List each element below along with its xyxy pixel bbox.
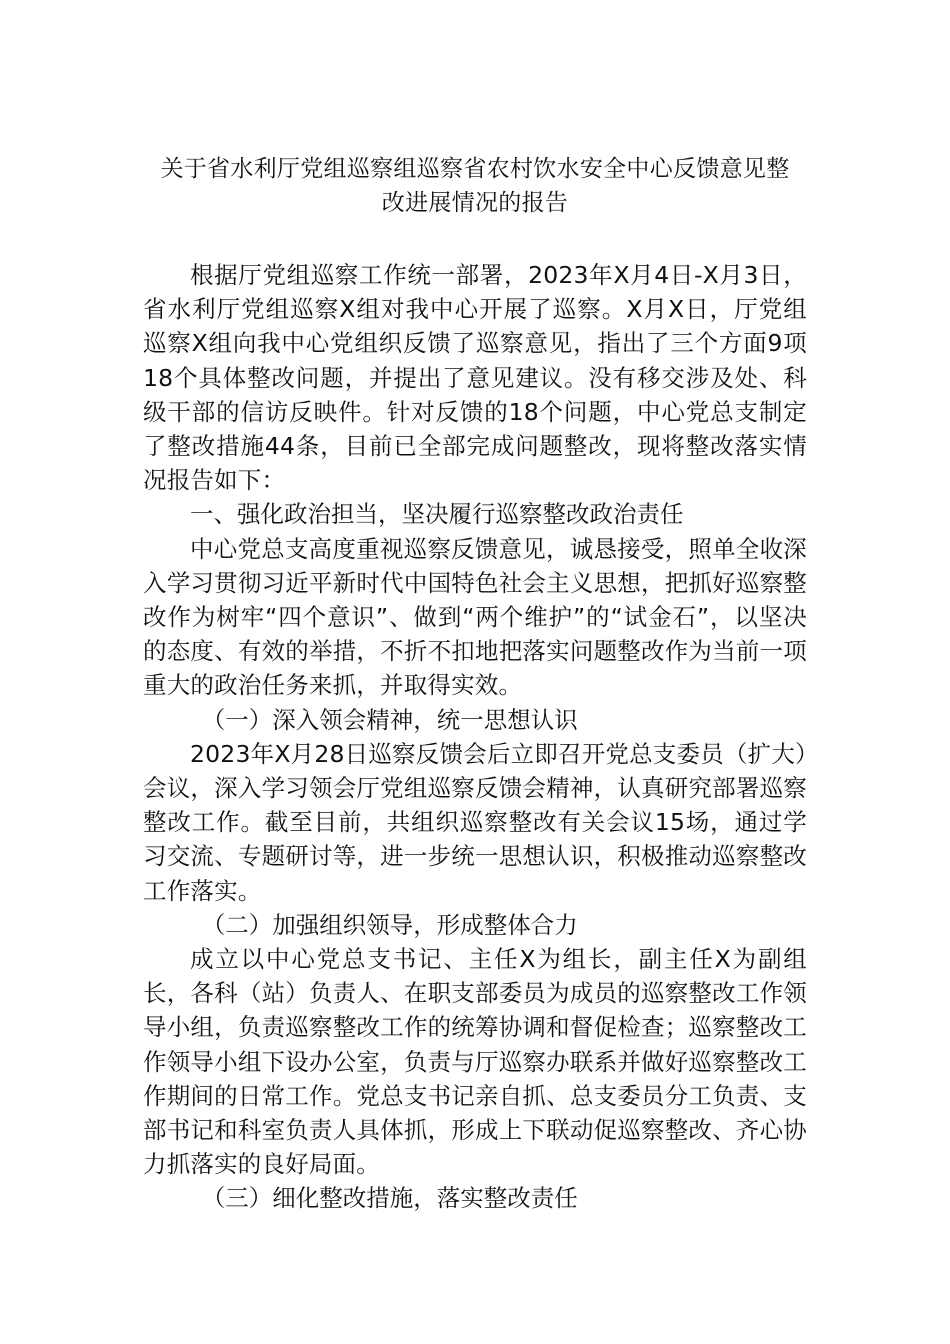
subsection-1-paragraph: 2023年X月28日巡察反馈会后立即召开党总支委员（扩大）会议，深入学习领会厅党组巡察反馈会精神，认真研究部署巡察整改工作。截至目前，共组织巡察整改有关会议15场，通过学习交流、专题研讨等，进一步统一思想认识，积极推动巡察整改工作落实。: [143, 739, 807, 905]
subsection-1-heading: （一）深入领会精神，统一思想认识: [201, 705, 578, 734]
subsection-2-heading: （二）加强组织领导，形成整体合力: [201, 910, 578, 939]
subsection-2-paragraph: 成立以中心党总支书记、主任X为组长，副主任X为副组长，各科（站）负责人、在职支部委员为成员的巡察整改工作领导小组，负责巡察整改工作的统筹协调和督促检查；巡察整改工作领导小组下设办公室，负责与厅巡察办联系并做好巡察整改工作期间的日常工作。党总支书记亲自抓、总支委员分工负责、支部书记和科室负责人具体抓，形成上下联动促巡察整改、齐心协力抓落实的良好局面。: [143, 945, 807, 1179]
subsection-3-heading: （三）细化整改措施，落实整改责任: [201, 1184, 578, 1213]
section-1-paragraph: 中心党总支高度重视巡察反馈意见，诚恳接受，照单全收深入学习贯彻习近平新时代中国特色社会主义思想，把抓好巡察整改作为树牢“四个意识”、做到“两个维护”的“试金石”，以坚决的态度、有效的举措，不折不扣地把落实问题整改作为当前一项重大的政治任务来抓，并取得实效。: [143, 534, 807, 700]
document-title: [140, 152, 810, 220]
title-line-2: 改进展情况的报告: [381, 190, 569, 216]
intro-paragraph: 根据厅党组巡察工作统一部署，2023年X月4日-X月3日，省水利厅党组巡察X组对我中心开展了巡察。X月X日，厅党组巡察X组向我中心党组织反馈了巡察意见，指出了三个方面9项18个具体整改问题，并提出了意见建议。没有移交涉及处、科级干部的信访反映件。针对反馈的18个问题，中心党总支制定了整改措施44条，目前已全部完成问题整改，现将整改落实情况报告如下：: [143, 261, 807, 495]
section-1-heading: 一、强化政治担当，坚决履行巡察整改政治责任: [190, 500, 684, 529]
document-body: [143, 258, 807, 1216]
title-line-1: 关于省水利厅党组巡察组巡察省农村饮水安全中心反馈意见整: [160, 156, 790, 182]
